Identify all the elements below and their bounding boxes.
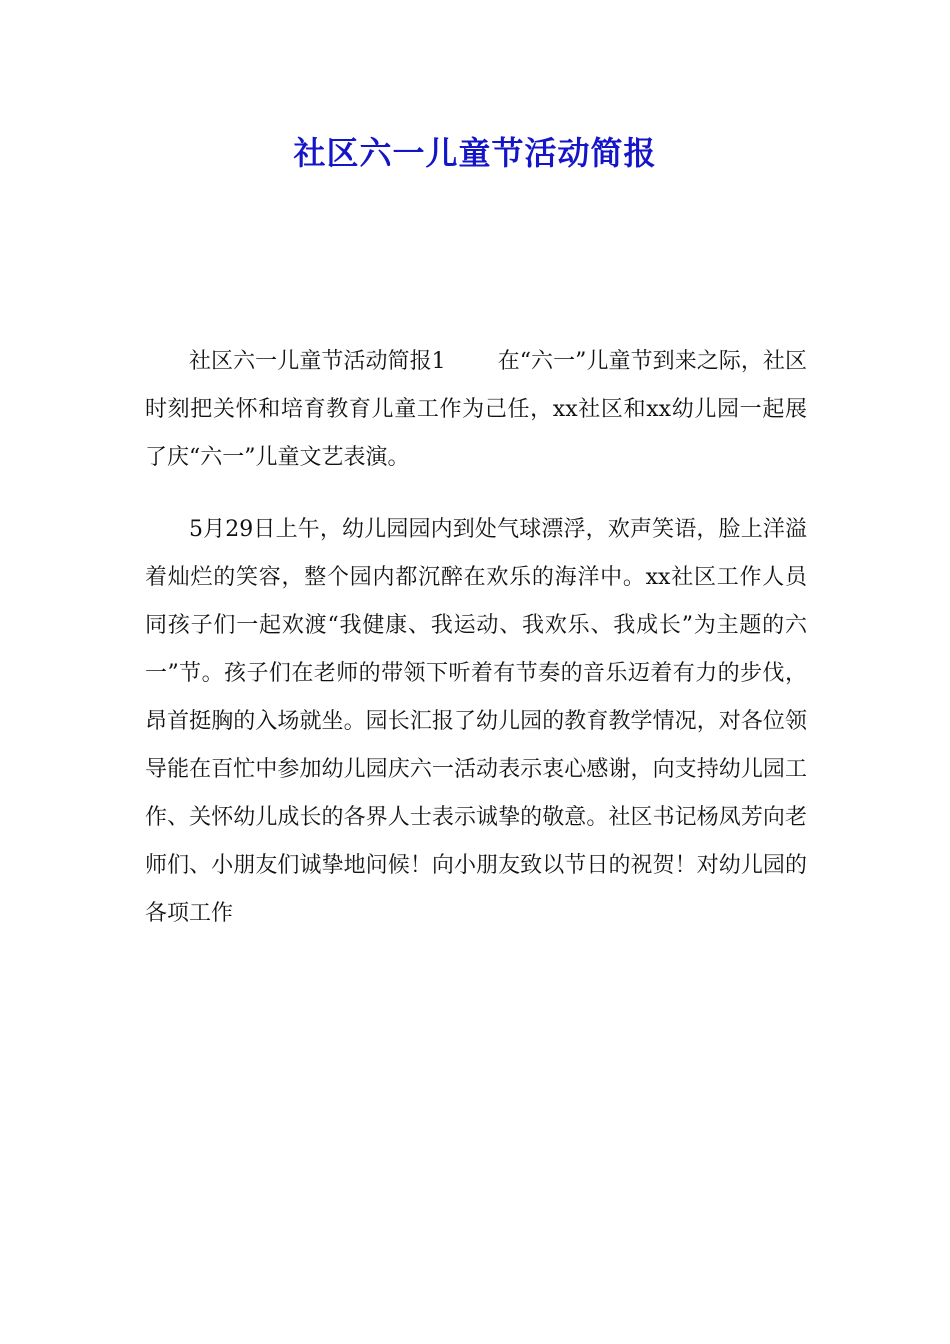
paragraph-1 [145,338,807,482]
section-heading: 社区六一儿童节活动简报1 [189,349,446,374]
paragraph-2: 5月29日上午，幼儿园园内到处气球漂浮，欢声笑语，脸上洋溢着灿烂的笑容，整个园内都沉醉在欢乐的海洋中。xx社区工作人员同孩子们一起欢渡“我健康、我运动、我欢乐、我成长”为主题的六一”节。孩子们在老师的带领下听着有节奏的音乐迈着有力的步伐，昂首挺胸的入场就坐。园长汇报了幼儿园的教育教学情况，对各位领导能在百忙中参加幼儿园庆六一活动表示衷心感谢，向支持幼儿园工作、关怀幼儿成长的各界人士表示诚挚的敬意。社区书记杨凤芳向老师们、小朋友们诚挚地问候！向小朋友致以节日的祝贺！对幼儿园的各项工作 [145,517,807,926]
document-body [145,338,807,962]
paragraph-1-text: 在“六一”儿童节到来之际，社区时刻把关怀和培育教育儿童工作为己任，xx社区和xx幼儿园一起展了庆“六一”儿童文艺表演。 [145,349,808,470]
document-title: 社区六一儿童节活动简报 [293,134,657,172]
